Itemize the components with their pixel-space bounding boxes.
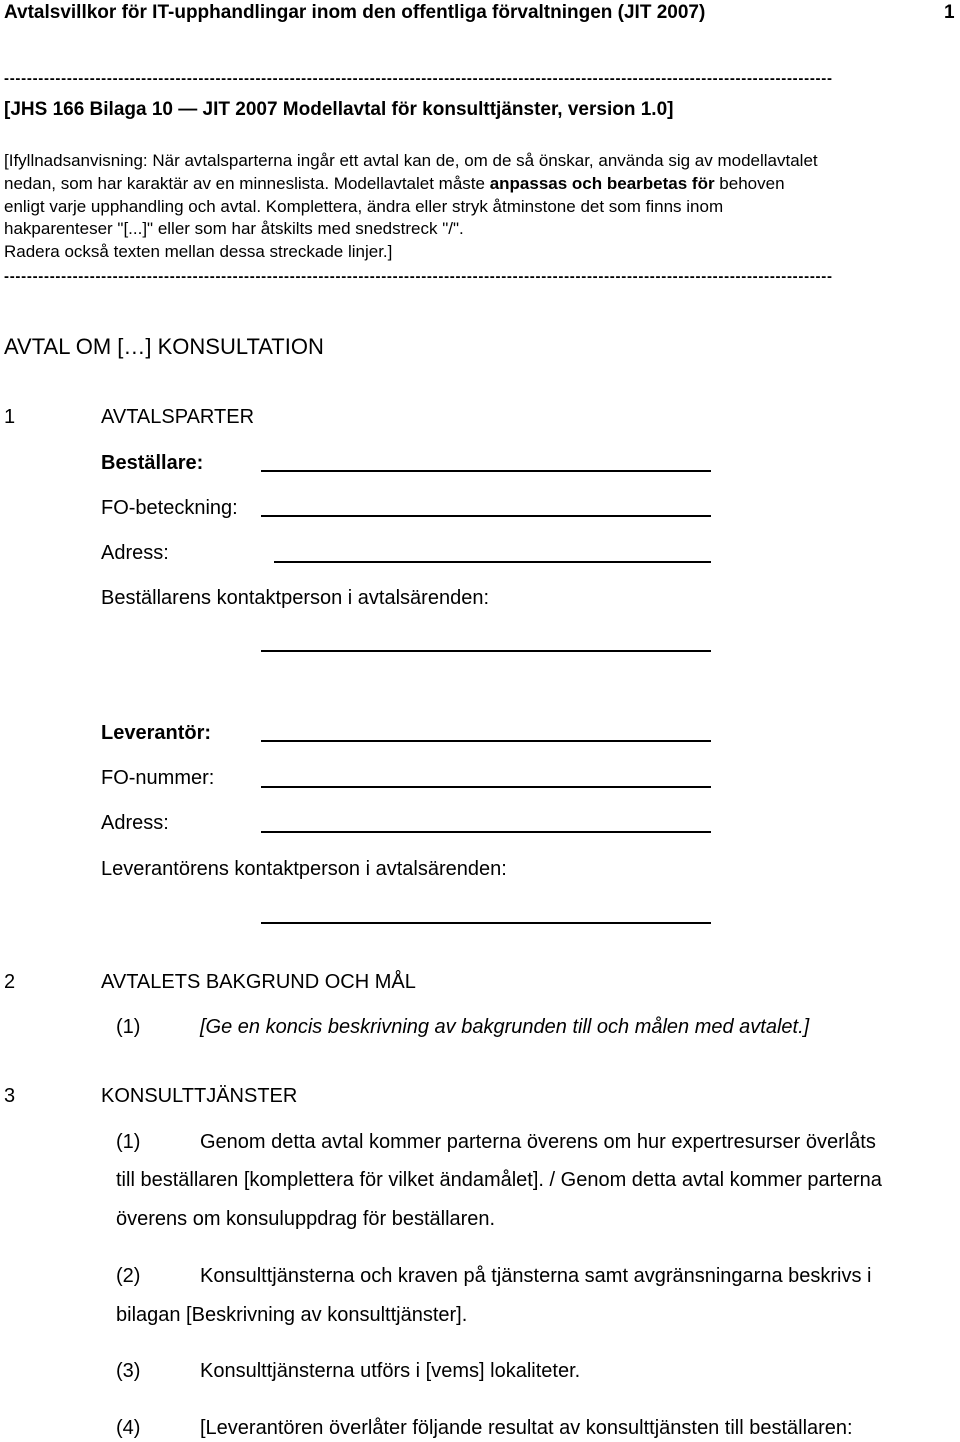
instructions-line-3 bbox=[4, 197, 723, 217]
instructions-text: enligt varje upphandling och avtal. bbox=[4, 197, 262, 216]
instructions-line-1: [Ifyllnadsanvisning: När avtalsparterna ingår ett avtal kan de, om de så önskar, använda sig av modellavtalet bbox=[4, 151, 818, 170]
reference-line: [JHS 166 Bilaga 10 — JIT 2007 Modellavtal för konsulttjänster, version 1.0] bbox=[4, 99, 674, 120]
section-3-item-2-line-1: Konsulttjänsterna och kraven på tjänsterna samt avgränsningarna beskrivs i bbox=[200, 1265, 872, 1287]
instructions-text: nedan, som har karaktär av en minneslista. bbox=[4, 174, 330, 193]
instructions-line-4: hakparenteser "[...]" eller som har åtskilts med snedstreck "/". bbox=[4, 219, 464, 238]
bestallare-field-line[interactable] bbox=[261, 470, 711, 472]
section-3-item-1-line-2: till beställaren [komplettera för vilket ändamålet]. / Genom detta avtal kommer parterna bbox=[116, 1169, 882, 1191]
instructions-text: behoven bbox=[714, 174, 785, 193]
leverantor-label: Leverantör: bbox=[101, 722, 212, 744]
instructions-line-5: Radera också texten mellan dessa streckade linjer.] bbox=[4, 242, 393, 261]
leverantor-adress-label: Adress: bbox=[101, 812, 169, 834]
section-2-item-1-number: (1) bbox=[116, 1016, 141, 1038]
section-2-item-1-text: [Ge en koncis beskrivning av bakgrunden till och målen med avtalet.] bbox=[200, 1016, 810, 1038]
bestallare-adress-field-line[interactable] bbox=[274, 561, 711, 563]
document-title: AVTAL OM […] KONSULTATION bbox=[4, 334, 324, 359]
leverantor-field-line[interactable] bbox=[261, 740, 711, 742]
bestallare-label: Beställare: bbox=[101, 452, 204, 474]
separator-line-bottom: ------------------------------------------------------------------------------------------------------------------------------------------------- bbox=[4, 270, 833, 284]
bestallare-adress-label: Adress: bbox=[101, 542, 169, 564]
fo-nummer-field-line[interactable] bbox=[261, 786, 711, 788]
section-1-number: 1 bbox=[4, 406, 16, 428]
instructions-text: Komplettera, ändra eller stryk åtminstone det som finns inom bbox=[261, 197, 724, 216]
section-2-number: 2 bbox=[4, 971, 16, 993]
section-3-heading: KONSULTTJÄNSTER bbox=[101, 1085, 298, 1107]
section-3-item-2-line-2: bilagan [Beskrivning av konsulttjänster]. bbox=[116, 1304, 468, 1326]
separator-line-top: ------------------------------------------------------------------------------------------------------------------------------------------------- bbox=[4, 72, 833, 86]
leverantor-kontakt-label: Leverantörens kontaktperson i avtalsärenden: bbox=[101, 858, 507, 880]
section-3-item-1-line-1: Genom detta avtal kommer parterna överens om hur expertresurser överlåts bbox=[200, 1131, 876, 1153]
fo-beteckning-label: FO-beteckning: bbox=[101, 497, 238, 519]
section-3-item-1-line-3: överens om konsuluppdrag för beställaren. bbox=[116, 1208, 496, 1230]
section-2-heading: AVTALETS BAKGRUND OCH MÅL bbox=[101, 971, 416, 993]
section-1-heading: AVTALSPARTER bbox=[101, 406, 255, 428]
section-3-item-3-text: Konsulttjänsterna utförs i [vems] lokaliteter. bbox=[200, 1360, 581, 1382]
section-3-item-2-number: (2) bbox=[116, 1265, 141, 1287]
leverantor-adress-field-line[interactable] bbox=[261, 831, 711, 833]
fo-nummer-label: FO-nummer: bbox=[101, 767, 215, 789]
section-3-item-4-number: (4) bbox=[116, 1417, 141, 1439]
section-3-item-3-number: (3) bbox=[116, 1360, 141, 1382]
section-3-item-4-text: [Leverantören överlåter följande resultat av konsulttjänsten till beställaren: bbox=[200, 1417, 853, 1439]
instructions-emphasis: anpassas och bearbetas för bbox=[489, 174, 715, 193]
bestallare-kontakt-label: Beställarens kontaktperson i avtalsärenden: bbox=[101, 587, 490, 609]
leverantor-kontakt-field-line[interactable] bbox=[261, 922, 711, 924]
instructions-text: Modellavtalet måste bbox=[329, 174, 490, 193]
running-header-title: Avtalsvillkor för IT-upphandlingar inom den offentliga förvaltningen (JIT 2007) bbox=[4, 2, 706, 23]
section-3-number: 3 bbox=[4, 1085, 16, 1107]
bestallare-kontakt-field-line[interactable] bbox=[261, 650, 711, 652]
instructions-line-2 bbox=[4, 174, 785, 194]
page-number: 1 bbox=[944, 2, 955, 23]
fo-beteckning-field-line[interactable] bbox=[261, 515, 711, 517]
section-3-item-1-number: (1) bbox=[116, 1131, 141, 1153]
